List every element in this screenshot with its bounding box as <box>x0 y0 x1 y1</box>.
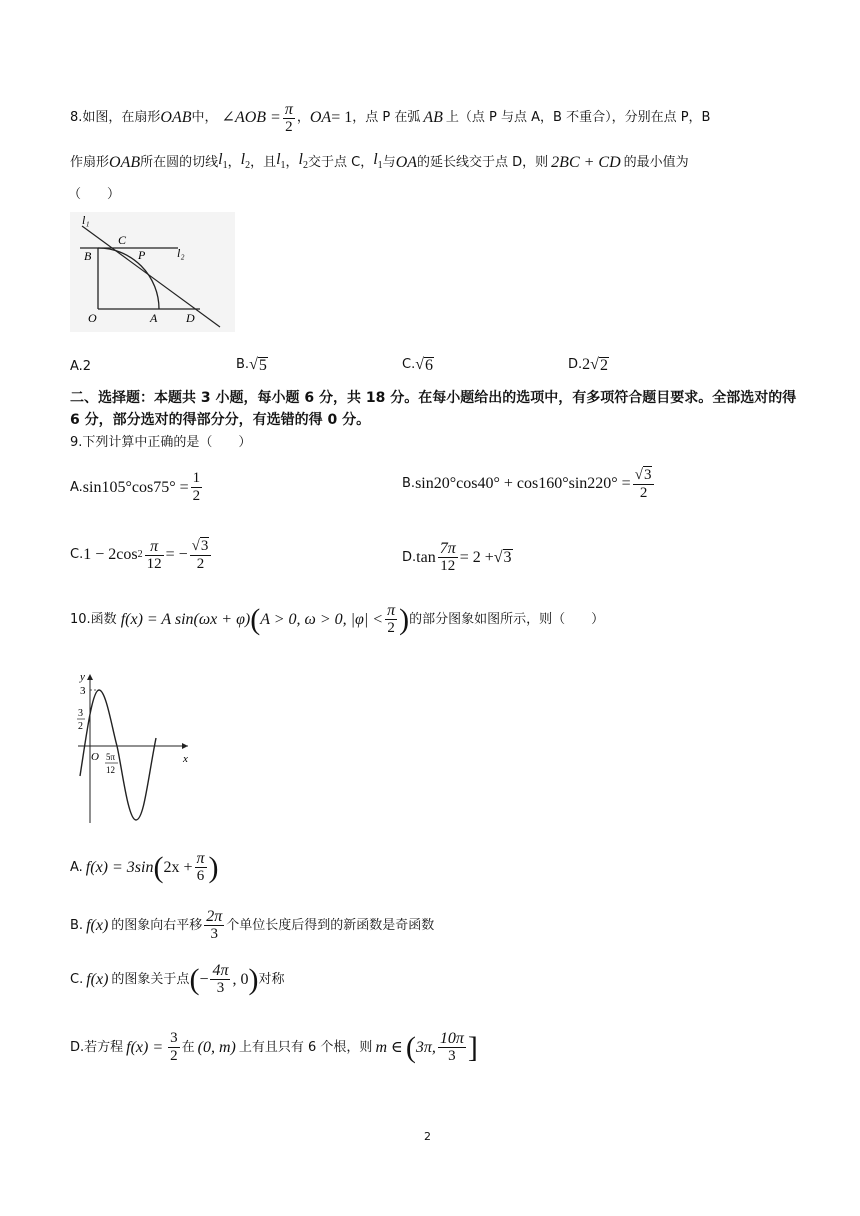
q8-line2 <box>70 150 689 176</box>
section-2-heading: 二、选择题：本题共 3 小题，每小题 6 分，共 18 分。在每小题给出的选项中，有多项符合题目要求。全部选对的得 6 分，部分选对的得部分分，有选错的得 0 分。 <box>70 390 797 428</box>
y-axis-arrow <box>87 674 93 680</box>
label-a: A <box>150 311 158 325</box>
q8-math: AB <box>423 109 443 126</box>
q8-text: ， <box>296 110 310 125</box>
q8-math: $l_1$ <box>218 150 228 172</box>
label-x: x <box>183 753 188 765</box>
q8-math: $l_2$ <box>240 150 251 172</box>
q10-option-a: A. f(x) = 3sin ( 2x + $\frac{\pi}{6}$ ) <box>70 850 219 884</box>
q8-text: 中， <box>191 110 218 125</box>
q10-stem: 10.函数 f(x) = A sin(ωx + φ) ( A > 0, ω > 0, |φ| < $\frac{\pi}{2}$ ) 的部分图象如图所示，则（ ） <box>70 602 605 636</box>
q8-text: ， <box>285 155 299 170</box>
q10-function-graph <box>70 668 195 828</box>
q8-text: 所在圆的切线 <box>140 155 219 170</box>
label-o: O <box>88 311 97 325</box>
q8-math: $l_1$ <box>373 150 383 172</box>
q10-option-b: B. f(x) 的图象向右平移 $\frac{2\pi}{3}$ 个单位长度后得到的新函数是奇函数 <box>70 908 435 942</box>
label-d: D <box>186 311 195 325</box>
q8-fraction: $\frac{\pi}{2}$ <box>284 100 293 135</box>
q8-option-d: D. 2 √ 2 <box>568 356 608 374</box>
q8-math: OAB <box>109 154 141 171</box>
q8-text: ，且 <box>250 155 277 170</box>
q8-text: 的延长线交于点 D，则 <box>417 155 549 170</box>
label-p: P <box>138 248 146 262</box>
q9-stem: 9.下列计算中正确的是（ ） <box>70 435 252 450</box>
label-y: y <box>80 671 85 683</box>
q8-text: ， <box>227 155 241 170</box>
q8-answer-paren: （ ） <box>68 187 121 202</box>
q8-math: OA <box>309 109 332 126</box>
q9-option-a: A. sin105°cos75° = $\frac{1}{2}$ <box>70 470 201 504</box>
label-o: O <box>91 751 99 763</box>
q8-text: 的最小值为 <box>623 155 689 170</box>
x-axis-arrow <box>182 743 188 749</box>
q8-math: OA <box>395 154 418 171</box>
q8-math: 2BC + CD <box>551 154 621 171</box>
q9-option-c: C. 1 − 2cos 2 $\frac{\pi}{12}$ = − $\frac{√3}{2}$ <box>70 537 213 573</box>
label-3: 3 <box>80 685 86 697</box>
label-l1: l₁ <box>82 213 90 227</box>
q8-text: 交于点 C， <box>308 155 374 170</box>
q8-option-a: A.2 <box>70 359 92 374</box>
q9-option-d: D. tan $\frac{7\pi}{12}$ = 2 + √ 3 <box>402 540 512 574</box>
q8-line1 <box>70 100 710 136</box>
q8-text: 上（点 P 与点 A，B 不重合），分别在点 P，B <box>445 110 711 125</box>
label-5pi-den: 12 <box>106 765 115 775</box>
page-number: 2 <box>424 1130 431 1143</box>
q8-sector-figure <box>70 212 235 332</box>
label-l2: l₂ <box>177 246 185 260</box>
label-c: C <box>118 233 127 247</box>
q8-text: 作扇形 <box>70 155 110 170</box>
label-half-den: 2 <box>78 721 83 732</box>
q8-option-b: B. √ 5 <box>236 356 267 374</box>
label-5pi-num: 5π <box>106 752 116 762</box>
q8-math: = 1 <box>331 109 353 126</box>
label-b: B <box>84 249 92 263</box>
q8-text: 与 <box>382 155 396 170</box>
q9-option-b: B. sin20°cos40° + cos160°sin220° = $\frac{√3}{2}$ <box>402 466 656 502</box>
q8-option-c: C. √ 6 <box>402 356 433 374</box>
q8-text: 8.如图，在扇形 <box>70 110 161 125</box>
q8-math: $l_1$ <box>276 150 286 172</box>
q10-option-c: C. f(x) 的图象关于点 ( − $\frac{4\pi}{3}$ , 0 ) 对称 <box>70 962 285 996</box>
q8-math: OAB <box>160 109 192 126</box>
q8-math: ∠AOB = <box>221 109 281 126</box>
label-half-num: 3 <box>78 708 83 719</box>
q8-math: $l_2$ <box>298 150 308 172</box>
q8-text: ，点 P 在弧 <box>352 110 421 125</box>
q10-option-d: D.若方程 f(x) = $\frac{3}{2}$ 在 (0, m) 上有且只有 6 个根，则 m ∈ ( 3π, $\frac{10\pi}{3}$ ] <box>70 1030 478 1064</box>
